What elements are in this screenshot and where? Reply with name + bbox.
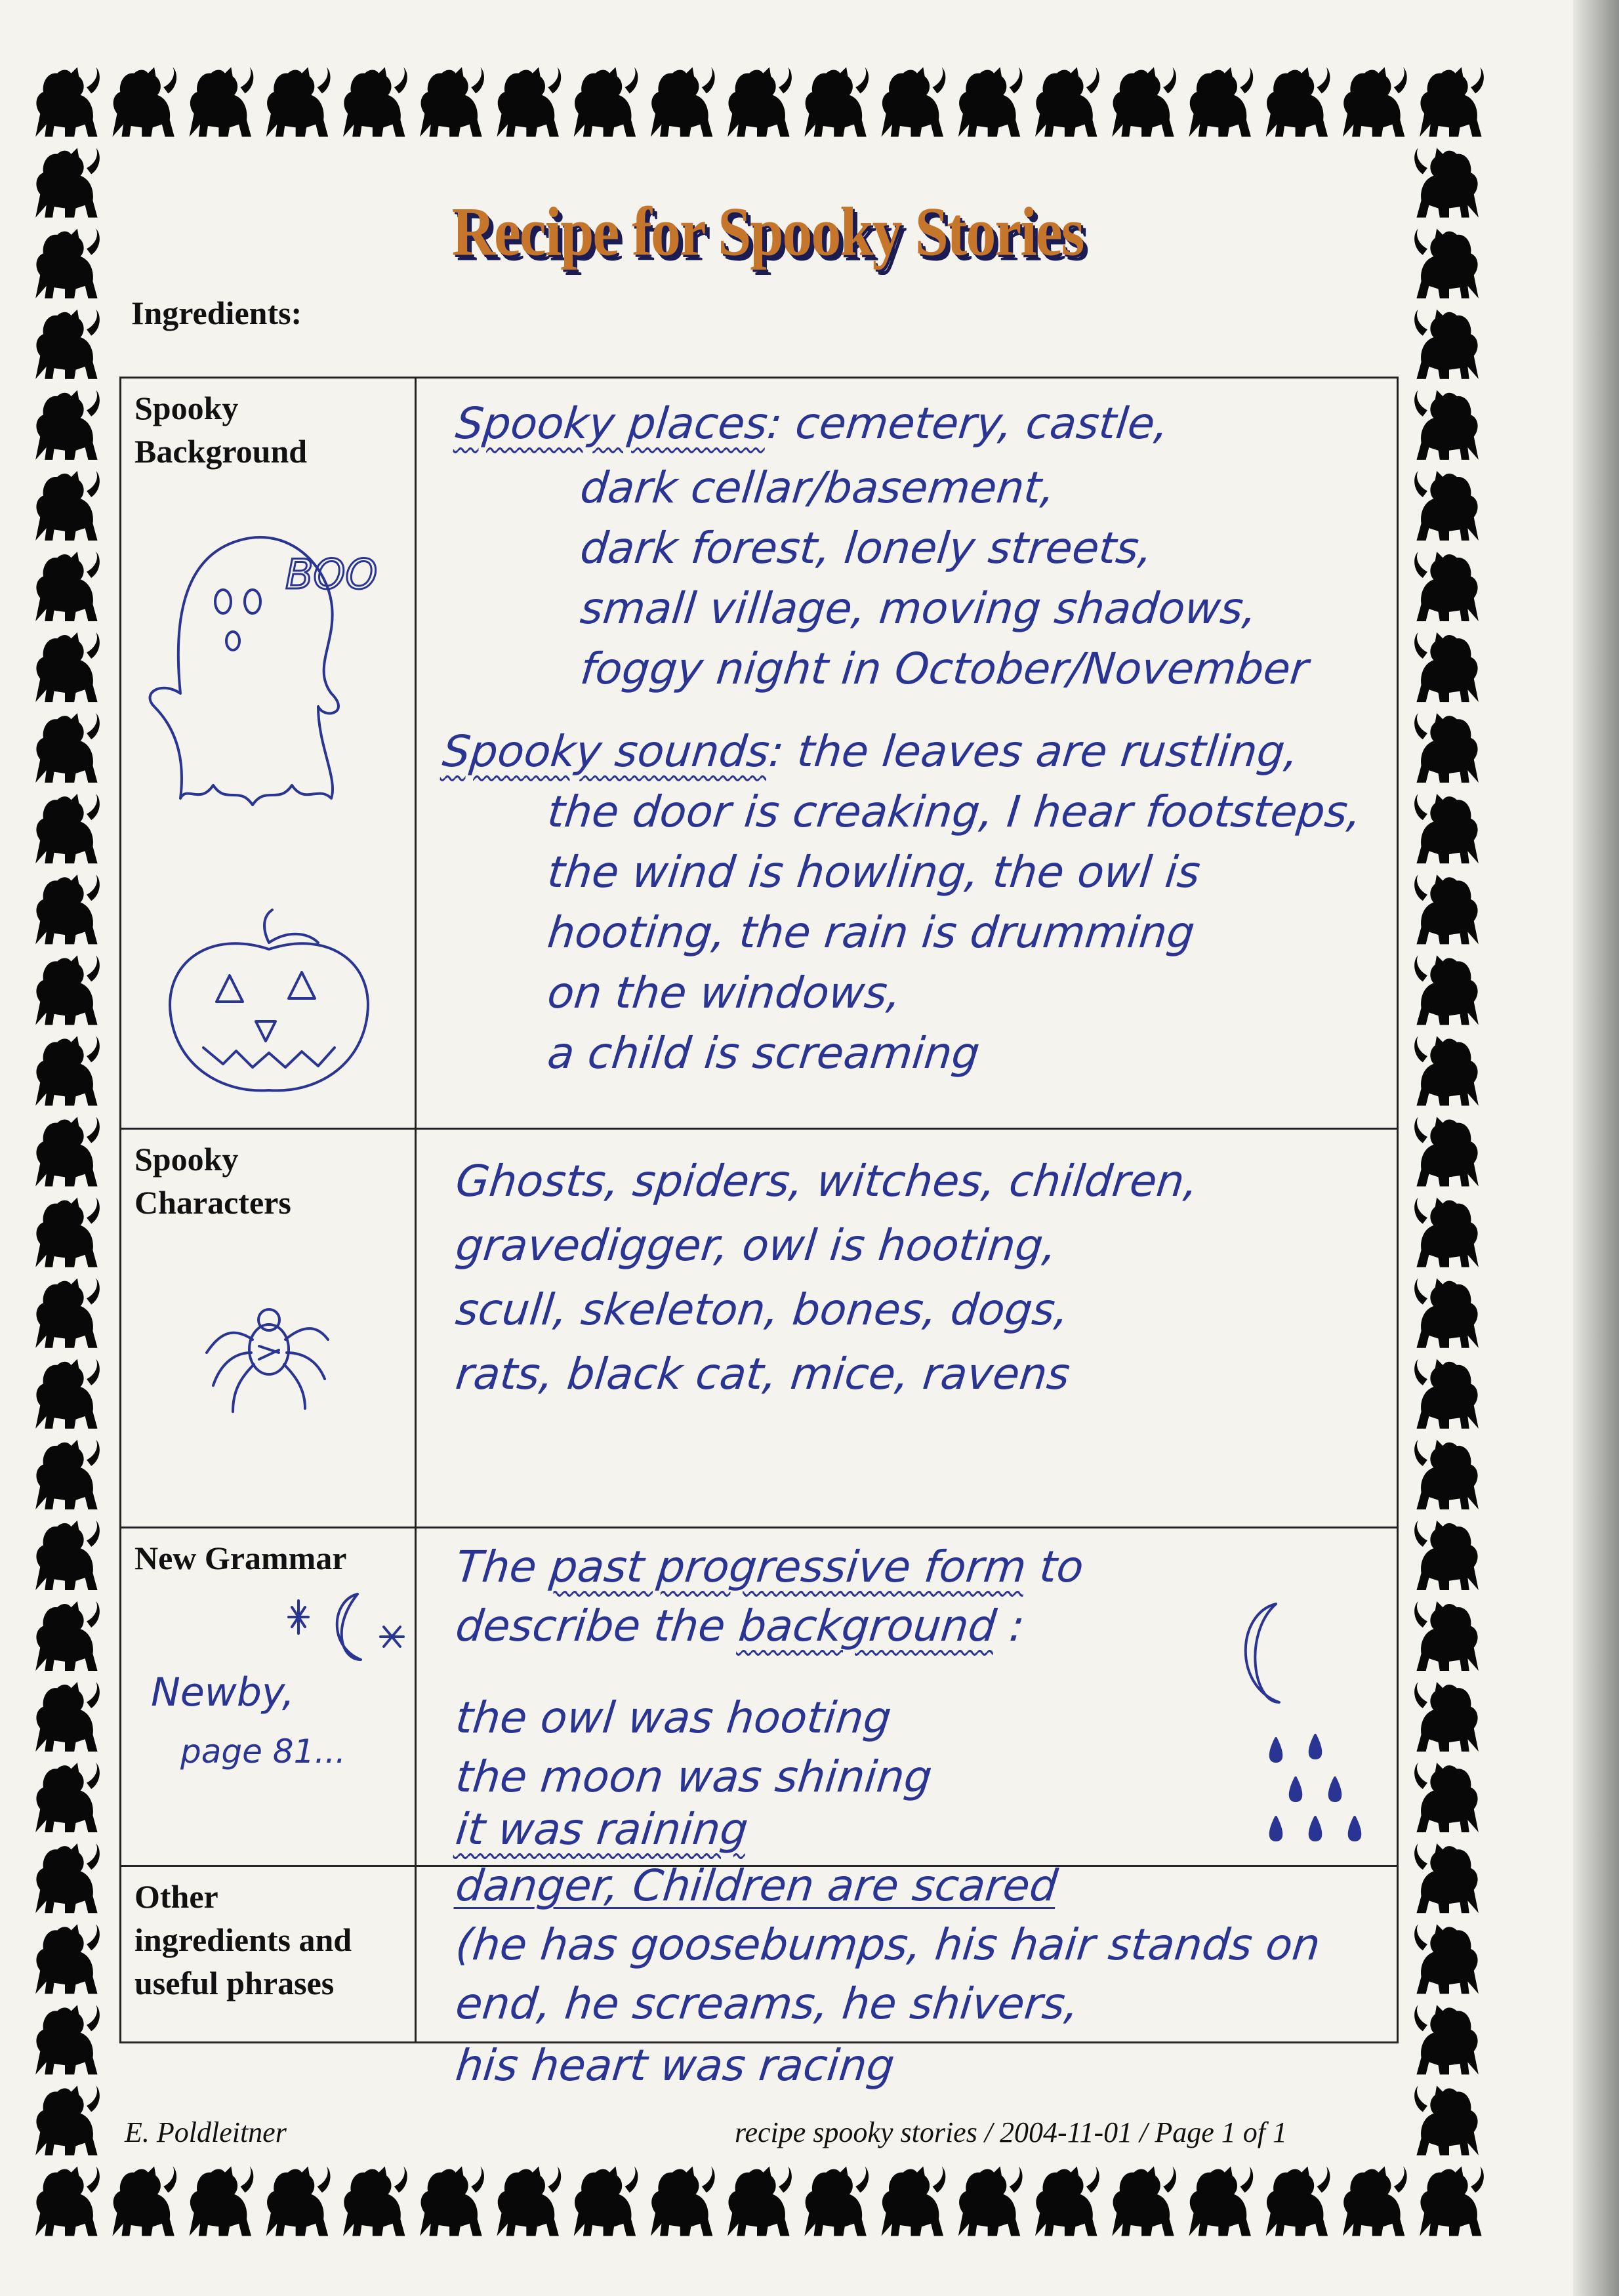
row-spooky-characters bbox=[121, 1130, 1397, 1528]
handwritten-line: dark forest, lonely streets, bbox=[578, 523, 1155, 573]
cat-silhouette-icon bbox=[35, 229, 100, 298]
cat-silhouette-icon bbox=[728, 2166, 792, 2236]
cat-silhouette-icon bbox=[1414, 1682, 1479, 1752]
pumpkin-doodle-icon bbox=[157, 903, 380, 1100]
cat-silhouette-icon bbox=[1414, 632, 1479, 702]
row-other-ingredients bbox=[121, 1860, 1397, 2091]
cat-silhouette-icon bbox=[35, 471, 100, 541]
cat-silhouette-icon bbox=[804, 67, 869, 136]
handwritten-line: a child is screaming bbox=[545, 1028, 983, 1078]
heading-cell bbox=[121, 1130, 417, 1527]
spooky-background-content bbox=[417, 379, 1397, 1128]
handwritten-line: danger, Children are scared bbox=[453, 1860, 1060, 1911]
newby-note: Newby, bbox=[151, 1670, 295, 1715]
cat-silhouette-icon bbox=[651, 67, 715, 136]
other-ingredients-content bbox=[417, 1860, 1397, 2091]
cat-silhouette-icon bbox=[35, 310, 100, 379]
cat-silhouette-icon bbox=[1414, 1036, 1479, 1105]
cat-silhouette-icon bbox=[35, 1117, 100, 1186]
cat-silhouette-icon bbox=[1414, 1197, 1479, 1267]
ingredients-label: Ingredients: bbox=[131, 295, 302, 331]
cat-silhouette-icon bbox=[420, 2166, 484, 2236]
cat-silhouette-icon bbox=[1414, 1601, 1479, 1671]
recipe-table bbox=[119, 377, 1399, 2091]
cat-silhouette-icon bbox=[1343, 67, 1407, 136]
footer-doc-info: recipe spooky stories / 2004-11-01 / Page 1 of 1 bbox=[735, 2116, 1287, 2148]
cat-silhouette-icon bbox=[1414, 552, 1479, 621]
cat-silhouette-icon bbox=[1414, 874, 1479, 944]
cat-silhouette-icon bbox=[190, 67, 254, 136]
cat-silhouette-icon bbox=[35, 1279, 100, 1348]
moon-stars-doodle-icon bbox=[279, 1581, 410, 1673]
cat-silhouette-icon bbox=[190, 2166, 254, 2236]
cat-silhouette-icon bbox=[35, 1763, 100, 1832]
handwritten-line: his heart was racing bbox=[453, 2040, 897, 2091]
page-title bbox=[407, 193, 1128, 295]
handwritten-line: Ghosts, spiders, witches, children, bbox=[453, 1156, 1201, 1206]
ghost-doodle-icon bbox=[141, 497, 417, 811]
cat-silhouette-icon bbox=[651, 2166, 715, 2236]
cat-silhouette-icon bbox=[1414, 1440, 1479, 1509]
handwritten-line: on the windows, bbox=[545, 968, 904, 1018]
page-note: page 81... bbox=[180, 1732, 346, 1771]
cat-silhouette-icon bbox=[1414, 1843, 1479, 1913]
handwritten-line: dark cellar/basement, bbox=[578, 462, 1058, 513]
handwritten-line: the wind is howling, the owl is bbox=[545, 847, 1203, 897]
cat-silhouette-icon bbox=[1414, 2085, 1479, 2155]
cat-silhouette-icon bbox=[343, 2166, 407, 2236]
cat-silhouette-icon bbox=[420, 67, 484, 136]
handwritten-line: Spooky places: cemetery, castle, bbox=[453, 398, 1172, 449]
handwritten-line: The past progressive form to bbox=[453, 1542, 1086, 1592]
new-grammar-content bbox=[417, 1528, 1397, 1865]
handwritten-line: the moon was shining bbox=[453, 1752, 935, 1802]
handwritten-line: the owl was hooting bbox=[453, 1692, 894, 1743]
handwritten-line: hooting, the rain is drumming bbox=[545, 907, 1197, 958]
cat-silhouette-icon bbox=[35, 2166, 100, 2236]
cat-silhouette-icon bbox=[35, 1924, 100, 1994]
cat-silhouette-icon bbox=[35, 1521, 100, 1590]
cat-silhouette-icon bbox=[112, 67, 176, 136]
row-new-grammar bbox=[121, 1528, 1397, 1867]
row-heading: Other ingredients and useful phrases bbox=[134, 1878, 352, 2001]
heading-cell bbox=[121, 379, 417, 1128]
cat-silhouette-icon bbox=[1414, 1521, 1479, 1590]
cat-silhouette-icon bbox=[1414, 1279, 1479, 1348]
cat-silhouette-icon bbox=[497, 2166, 561, 2236]
cat-silhouette-icon bbox=[1189, 67, 1253, 136]
cat-silhouette-icon bbox=[35, 2085, 100, 2155]
cat-silhouette-icon bbox=[1343, 2166, 1407, 2236]
cat-silhouette-icon bbox=[1414, 310, 1479, 379]
cat-silhouette-icon bbox=[1414, 2005, 1479, 2074]
handwritten-line: scull, skeleton, bones, dogs, bbox=[453, 1284, 1072, 1335]
spooky-characters-content bbox=[417, 1130, 1397, 1527]
cat-silhouette-icon bbox=[35, 1359, 100, 1429]
cat-silhouette-icon bbox=[35, 1440, 100, 1509]
handwritten-line: it was raining bbox=[453, 1804, 750, 1855]
cat-silhouette-icon bbox=[1035, 67, 1099, 136]
cat-silhouette-icon bbox=[1414, 148, 1479, 217]
cat-silhouette-icon bbox=[266, 67, 331, 136]
row-heading: Spooky Characters bbox=[134, 1141, 291, 1221]
cat-silhouette-icon bbox=[1414, 955, 1479, 1025]
cat-silhouette-icon bbox=[1266, 2166, 1330, 2236]
boo-text: BOO bbox=[285, 550, 378, 598]
cat-silhouette-icon bbox=[1414, 390, 1479, 460]
cat-silhouette-icon bbox=[35, 713, 100, 783]
handwritten-line: end, he screams, he shivers, bbox=[453, 1978, 1082, 2029]
handwritten-line: (he has goosebumps, his hair stands on bbox=[453, 1919, 1323, 1970]
cat-silhouette-icon bbox=[35, 874, 100, 944]
cat-silhouette-icon bbox=[1414, 1117, 1479, 1186]
moon-doodle-icon bbox=[1217, 1594, 1309, 1712]
cat-silhouette-icon bbox=[35, 955, 100, 1025]
cat-silhouette-icon bbox=[1414, 1924, 1479, 1994]
cat-silhouette-icon bbox=[35, 632, 100, 702]
cat-silhouette-icon bbox=[343, 67, 407, 136]
cat-silhouette-icon bbox=[728, 67, 792, 136]
cat-silhouette-icon bbox=[1112, 67, 1176, 136]
heading-cell bbox=[121, 1528, 417, 1865]
cat-silhouette-icon bbox=[35, 794, 100, 863]
cat-silhouette-icon bbox=[266, 2166, 331, 2236]
cat-silhouette-icon bbox=[882, 67, 946, 136]
cat-silhouette-icon bbox=[35, 1197, 100, 1267]
cat-silhouette-icon bbox=[35, 148, 100, 217]
cat-silhouette-icon bbox=[882, 2166, 946, 2236]
cat-silhouette-icon bbox=[35, 552, 100, 621]
spider-doodle-icon bbox=[194, 1287, 338, 1418]
handwritten-line: describe the background : bbox=[453, 1601, 1027, 1651]
handwritten-line: rats, black cat, mice, ravens bbox=[453, 1349, 1073, 1399]
cat-silhouette-icon bbox=[804, 2166, 869, 2236]
cat-silhouette-icon bbox=[1414, 229, 1479, 298]
handwritten-line: gravedigger, owl is hooting, bbox=[453, 1220, 1059, 1271]
handwritten-line: small village, moving shadows, bbox=[578, 583, 1260, 634]
page-title-text: Recipe for Spooky Stories bbox=[451, 193, 1084, 270]
cat-silhouette-icon bbox=[497, 67, 561, 136]
cat-silhouette-icon bbox=[1414, 794, 1479, 863]
cat-silhouette-icon bbox=[35, 390, 100, 460]
cat-silhouette-icon bbox=[958, 2166, 1023, 2236]
cat-silhouette-icon bbox=[35, 1843, 100, 1913]
heading-cell bbox=[121, 1867, 417, 2041]
handwritten-line: Spooky sounds: the leaves are rustling, bbox=[440, 726, 1301, 777]
cat-silhouette-icon bbox=[1414, 1763, 1479, 1832]
cat-silhouette-icon bbox=[574, 67, 638, 136]
handwritten-line: foggy night in October/November bbox=[578, 644, 1311, 694]
cat-silhouette-icon bbox=[35, 67, 100, 136]
page-edge bbox=[1573, 0, 1619, 2296]
cat-silhouette-icon bbox=[1112, 2166, 1176, 2236]
cat-silhouette-icon bbox=[1189, 2166, 1253, 2236]
row-heading: New Grammar bbox=[134, 1540, 347, 1576]
cat-silhouette-icon bbox=[1420, 67, 1484, 136]
cat-silhouette-icon bbox=[958, 67, 1023, 136]
cat-silhouette-icon bbox=[112, 2166, 176, 2236]
handwritten-line: the door is creaking, I hear footsteps, bbox=[545, 787, 1364, 837]
row-spooky-background bbox=[121, 379, 1397, 1130]
raindrops-doodle-icon bbox=[1250, 1725, 1381, 1856]
cat-silhouette-icon bbox=[35, 1682, 100, 1752]
cat-silhouette-icon bbox=[1414, 471, 1479, 541]
cat-silhouette-icon bbox=[1420, 2166, 1484, 2236]
cat-silhouette-icon bbox=[35, 1601, 100, 1671]
cat-silhouette-icon bbox=[1035, 2166, 1099, 2236]
cat-silhouette-icon bbox=[574, 2166, 638, 2236]
cat-silhouette-icon bbox=[1414, 713, 1479, 783]
cat-silhouette-icon bbox=[1414, 1359, 1479, 1429]
cat-silhouette-icon bbox=[1266, 67, 1330, 136]
footer-author: E. Poldleitner bbox=[125, 2116, 287, 2148]
cat-silhouette-icon bbox=[35, 2005, 100, 2074]
row-heading: Spooky Background bbox=[134, 390, 308, 470]
cat-silhouette-icon bbox=[35, 1036, 100, 1105]
